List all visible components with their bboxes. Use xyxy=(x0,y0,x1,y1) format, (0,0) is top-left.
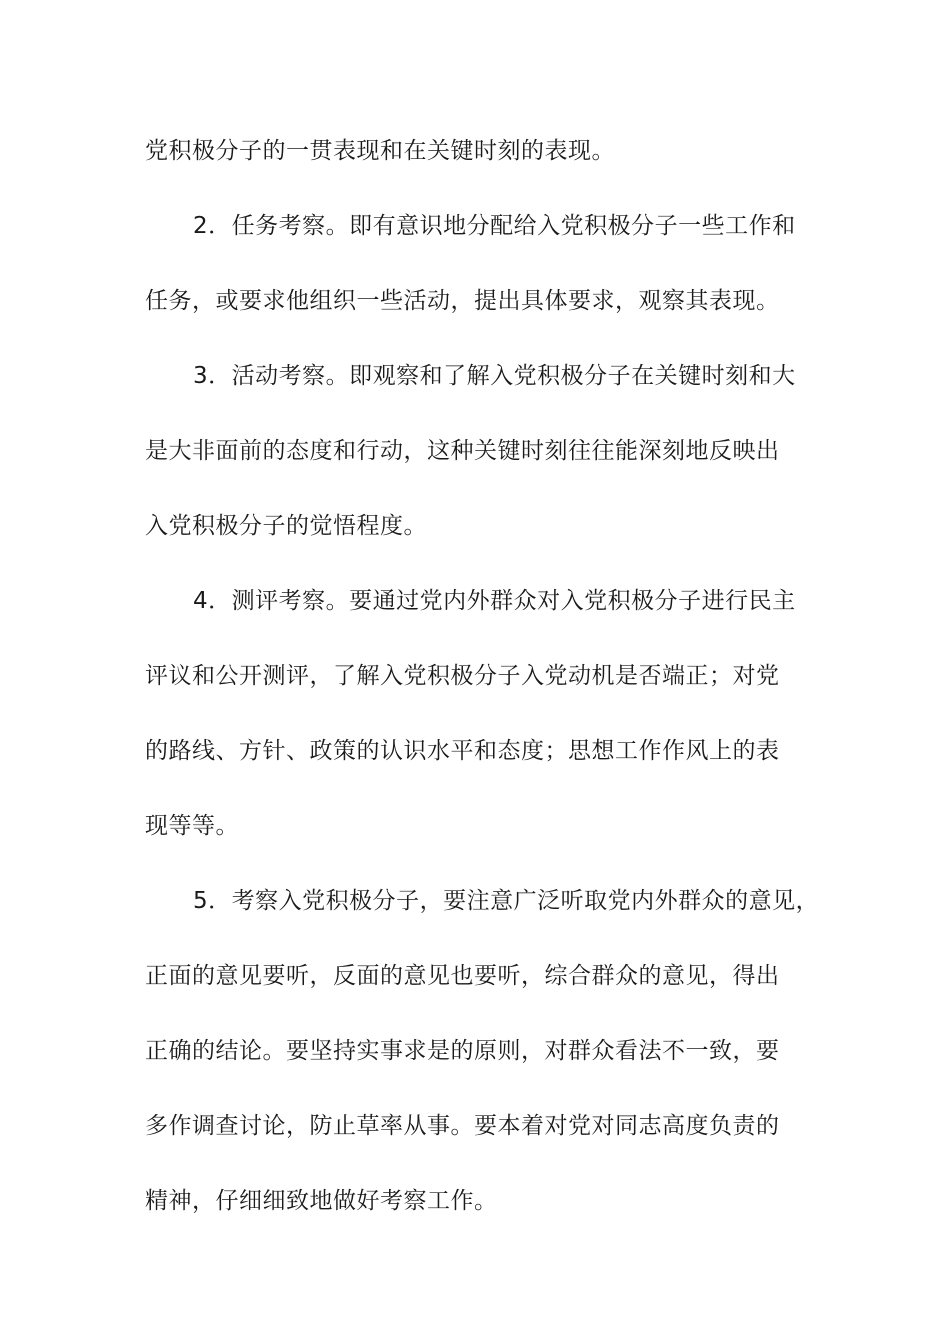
text-line: 的路线、方针、政策的认识水平和态度；思想工作作风上的表 xyxy=(145,738,780,764)
text-line: 任务，或要求他组织一些活动，提出具体要求，观察其表现。 xyxy=(145,288,780,314)
text-line: 4．测评考察。要通过党内外群众对入党积极分子进行民主 xyxy=(193,588,796,614)
text-line: 是大非面前的态度和行动，这种关键时刻往往能深刻地反映出 xyxy=(145,438,780,464)
text-line: 3．活动考察。即观察和了解入党积极分子在关键时刻和大 xyxy=(193,363,796,389)
text-line: 5．考察入党积极分子，要注意广泛听取党内外群众的意见， xyxy=(193,888,820,914)
text-line: 党积极分子的一贯表现和在关键时刻的表现。 xyxy=(145,138,615,164)
text-line: 正面的意见要听，反面的意见也要听，综合群众的意见，得出 xyxy=(145,963,780,989)
text-line: 评议和公开测评，了解入党积极分子入党动机是否端正；对党 xyxy=(145,663,780,689)
text-line: 2．任务考察。即有意识地分配给入党积极分子一些工作和 xyxy=(193,213,796,239)
text-line: 多作调查讨论，防止草率从事。要本着对党对同志高度负责的 xyxy=(145,1113,780,1139)
text-line: 精神，仔细细致地做好考察工作。 xyxy=(145,1188,498,1214)
text-line: 入党积极分子的觉悟程度。 xyxy=(145,513,427,539)
text-line: 正确的结论。要坚持实事求是的原则，对群众看法不一致，要 xyxy=(145,1038,780,1064)
text-line: 现等等。 xyxy=(145,813,239,839)
